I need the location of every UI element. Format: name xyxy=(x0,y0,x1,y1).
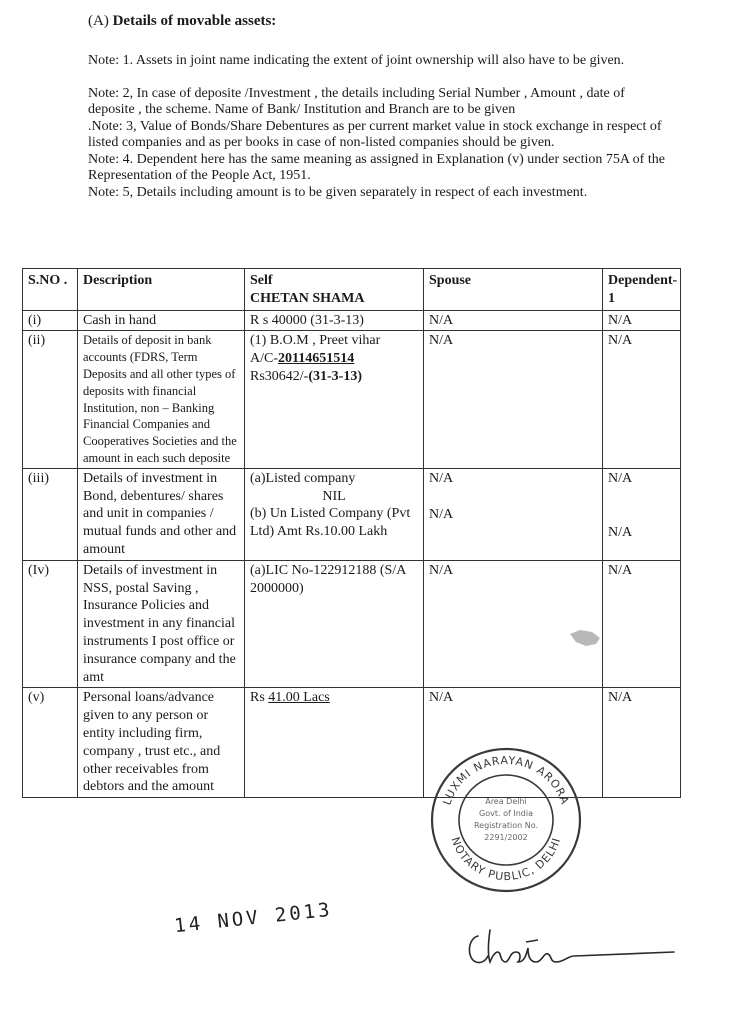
row-description: Details of deposit in bank accounts (FDRS, Term Deposits and all other types of deposits with financial Institution, non – Banking Financial Companies and Cooperatives Societies and the amount in each such deposite xyxy=(78,331,245,468)
note-5: Note: 5, Details including amount is to be given separately in respect of each investment. xyxy=(88,184,588,200)
header-dependent: Dependent-1 xyxy=(603,269,681,311)
seal-inner-3: Registration No. xyxy=(473,821,539,830)
spouse-b: N/A xyxy=(429,506,454,522)
notes-block xyxy=(88,53,668,201)
row-self: R s 40000 (31-3-13) xyxy=(245,310,424,331)
row-sno: (i) xyxy=(23,310,78,331)
table-header-row xyxy=(23,269,681,311)
unlisted-company: (b) Un Listed Company (Pvt Ltd) Amt Rs.10.00 Lakh xyxy=(250,506,411,540)
date-stamp: 14 NOV 2013 xyxy=(173,898,334,938)
row-description: Details of investment in NSS, postal Saving , Insurance Policies and investment in any financial instruments I post office or insurance company and the amt xyxy=(78,560,245,688)
seal-inner-4: 2291/2002 xyxy=(484,833,528,842)
movable-assets-table xyxy=(22,268,681,798)
row-self: (a)LIC No-122912188 (S/A 2000000) xyxy=(245,560,424,688)
header-self-title: Self xyxy=(250,273,273,288)
note-4: Note: 4. Dependent here has the same meaning as assigned in Explanation (v) under section 75A of the Representation of the People Act, 1951. xyxy=(88,151,665,183)
row-spouse: N/A xyxy=(424,688,603,798)
deposit-date: (31-3-13) xyxy=(308,368,362,384)
spouse-a: N/A xyxy=(429,470,454,486)
seal-inner-1: Area Delhi xyxy=(485,797,527,806)
table-row xyxy=(23,331,681,468)
notary-seal xyxy=(428,744,584,894)
listed-company-value: NIL xyxy=(322,488,346,504)
seal-inner-2: Govt. of India xyxy=(479,809,533,818)
account-prefix: A/C- xyxy=(250,351,278,367)
row-spouse: N/A xyxy=(424,560,603,688)
row-sno: (v) xyxy=(23,688,78,798)
seal-bottom-text: NOTARY PUBLIC, DELHI xyxy=(448,835,564,884)
row-self xyxy=(245,331,424,468)
row-self xyxy=(245,468,424,560)
row-dependent: N/A xyxy=(603,310,681,331)
row-dependent: N/A xyxy=(603,688,681,798)
header-description: Description xyxy=(78,269,245,311)
bank-branch: (1) B.O.M , Preet vihar xyxy=(250,333,381,349)
ink-smudge xyxy=(566,624,604,650)
note-3: .Note: 3, Value of Bonds/Share Debentures as per current market value in stock exchange in respect of listed companies and as per books in case of non-listed companies should be given. xyxy=(88,118,662,150)
signature xyxy=(464,922,679,972)
row-sno: (ii) xyxy=(23,331,78,468)
row-spouse: N/A xyxy=(424,310,603,331)
row-spouse: N/A xyxy=(424,331,603,468)
dependent-a: N/A xyxy=(608,470,633,486)
row-sno: (Iv) xyxy=(23,560,78,688)
table-row xyxy=(23,310,681,331)
header-sno: S.NO . xyxy=(23,269,78,311)
table-row xyxy=(23,468,681,560)
loan-amount: 41.00 Lacs xyxy=(268,690,330,706)
row-dependent: N/A xyxy=(603,560,681,688)
row-spouse xyxy=(424,468,603,560)
header-self xyxy=(245,269,424,311)
heading-prefix: (A) xyxy=(88,13,113,29)
row-description: Cash in hand xyxy=(78,310,245,331)
row-dependent xyxy=(603,468,681,560)
dependent-b: N/A xyxy=(608,524,633,540)
note-2: Note: 2, In case of deposite /Investment , the details including Serial Number , Amount , date of deposite , the scheme. Name of Bank/ Institution and Branch are to be given xyxy=(88,85,625,117)
heading-title: Details of movable assets: xyxy=(112,13,277,29)
deposit-amount: Rs30642/- xyxy=(250,368,309,384)
loan-prefix: Rs xyxy=(250,690,269,706)
row-dependent: N/A xyxy=(603,331,681,468)
listed-company-label: (a)Listed company xyxy=(250,470,356,486)
account-number: 20114651514 xyxy=(278,351,355,367)
header-spouse: Spouse xyxy=(424,269,603,311)
note-1: Note: 1. Assets in joint name indicating the extent of joint ownership will also have to be given. xyxy=(88,53,625,68)
section-heading xyxy=(88,12,276,30)
row-sno: (iii) xyxy=(23,468,78,560)
row-description: Details of investment in Bond, debentures/ shares and unit in companies / mutual funds and other and amount xyxy=(78,468,245,560)
header-self-name: CHETAN SHAMA xyxy=(250,290,365,306)
row-description: Personal loans/advance given to any person or entity including firm, company , trust etc., and other receivables from debtors and the amount xyxy=(78,688,245,798)
row-self xyxy=(245,688,424,798)
seal-top-text: LUXMI NARAYAN ARORA xyxy=(440,753,572,807)
